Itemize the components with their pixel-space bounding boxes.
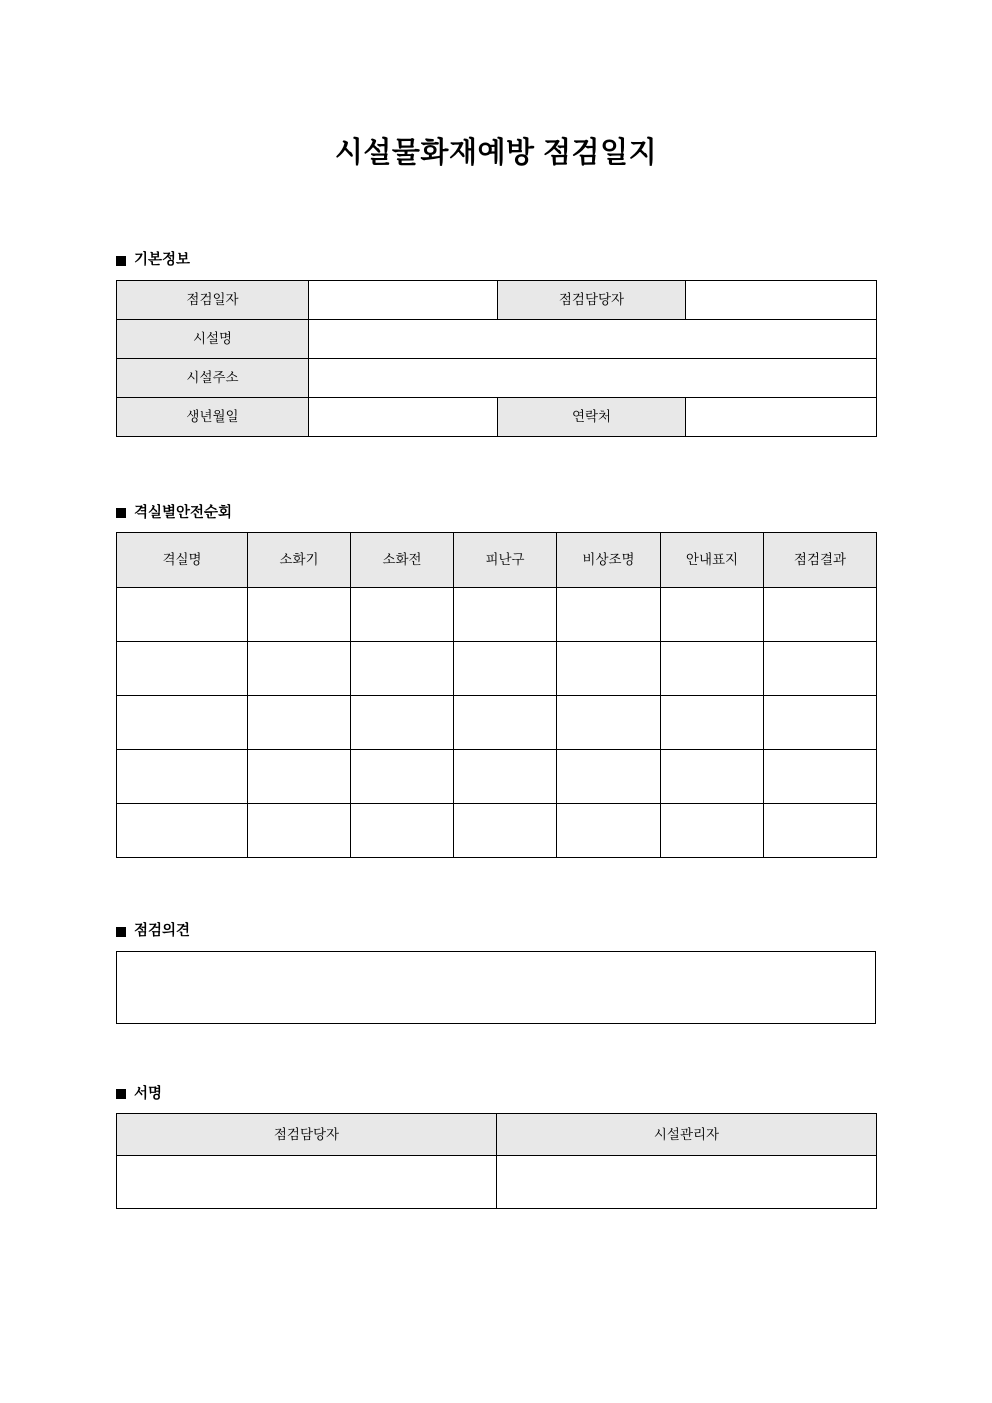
- section-heading-safety-patrol: [116, 506, 876, 521]
- label-facility-name: 시설명: [117, 319, 309, 358]
- spacer: [116, 858, 876, 924]
- label-inspector: 점검담당자: [498, 280, 686, 319]
- spacer: [116, 437, 876, 506]
- cell-fire-extinguisher[interactable]: [248, 750, 351, 804]
- spacer: [116, 1024, 876, 1087]
- cell-compartment-name[interactable]: [117, 750, 248, 804]
- cell-fire-extinguisher[interactable]: [248, 696, 351, 750]
- table-row: [117, 642, 877, 696]
- column-header-compartment-name: 격실명: [117, 533, 248, 588]
- signature-table: [116, 1113, 877, 1209]
- cell-emergency-lighting[interactable]: [557, 588, 661, 642]
- cell-inspection-result[interactable]: [764, 588, 877, 642]
- field-birthdate[interactable]: [309, 397, 498, 436]
- label-inspection-date: 점검일자: [117, 280, 309, 319]
- table-header-row: [117, 533, 877, 588]
- cell-guide-sign[interactable]: [661, 750, 764, 804]
- table-row: [117, 696, 877, 750]
- cell-fire-hydrant[interactable]: [351, 696, 454, 750]
- table-row: [117, 750, 877, 804]
- section-heading-basic-info: [116, 253, 876, 268]
- safety-patrol-table: [116, 532, 877, 858]
- cell-guide-sign[interactable]: [661, 642, 764, 696]
- cell-fire-hydrant[interactable]: [351, 750, 454, 804]
- table-row: [117, 280, 877, 319]
- cell-emergency-lighting[interactable]: [557, 750, 661, 804]
- page-title: 시설물화재예방 점검일지: [334, 137, 658, 169]
- section-inspection-opinion: [116, 924, 876, 1024]
- cell-fire-extinguisher[interactable]: [248, 804, 351, 858]
- table-row: [117, 319, 877, 358]
- field-inspection-date[interactable]: [309, 280, 498, 319]
- cell-compartment-name[interactable]: [117, 642, 248, 696]
- cell-compartment-name[interactable]: [117, 804, 248, 858]
- cell-guide-sign[interactable]: [661, 804, 764, 858]
- column-header-fire-hydrant: 소화전: [351, 533, 454, 588]
- cell-compartment-name[interactable]: [117, 696, 248, 750]
- section-basic-info: [116, 253, 876, 437]
- black-square-bullet-icon: [116, 256, 126, 266]
- cell-guide-sign[interactable]: [661, 696, 764, 750]
- label-contact: 연락처: [498, 397, 686, 436]
- spacer: [116, 171, 876, 253]
- section-heading-label: 격실별안전순회: [134, 504, 233, 521]
- table-row: [117, 588, 877, 642]
- cell-fire-hydrant[interactable]: [351, 588, 454, 642]
- section-heading-label: 서명: [134, 1085, 163, 1102]
- cell-emergency-lighting[interactable]: [557, 804, 661, 858]
- cell-emergency-lighting[interactable]: [557, 642, 661, 696]
- label-facility-address: 시설주소: [117, 358, 309, 397]
- cell-inspection-result[interactable]: [764, 642, 877, 696]
- cell-emergency-exit[interactable]: [454, 696, 557, 750]
- section-heading-label: 점검의견: [134, 923, 191, 940]
- black-square-bullet-icon: [116, 927, 126, 937]
- column-header-fire-extinguisher: 소화기: [248, 533, 351, 588]
- column-header-inspector-signature: 점검담당자: [117, 1114, 497, 1156]
- section-heading-signature: [116, 1087, 876, 1102]
- cell-fire-extinguisher[interactable]: [248, 642, 351, 696]
- basic-info-table: [116, 280, 877, 437]
- table-row: [117, 397, 877, 436]
- inspection-opinion-textarea[interactable]: [116, 951, 876, 1024]
- cell-inspection-result[interactable]: [764, 750, 877, 804]
- cell-inspection-result[interactable]: [764, 696, 877, 750]
- field-contact[interactable]: [686, 397, 877, 436]
- column-header-emergency-exit: 피난구: [454, 533, 557, 588]
- field-facility-name[interactable]: [309, 319, 877, 358]
- field-inspector[interactable]: [686, 280, 877, 319]
- cell-emergency-lighting[interactable]: [557, 696, 661, 750]
- cell-fire-extinguisher[interactable]: [248, 588, 351, 642]
- column-header-facility-manager-signature: 시설관리자: [497, 1114, 877, 1156]
- cell-emergency-exit[interactable]: [454, 642, 557, 696]
- section-heading-label: 기본정보: [134, 252, 191, 269]
- cell-guide-sign[interactable]: [661, 588, 764, 642]
- column-header-emergency-lighting: 비상조명: [557, 533, 661, 588]
- field-facility-address[interactable]: [309, 358, 877, 397]
- section-signature: [116, 1087, 876, 1210]
- table-row: [117, 358, 877, 397]
- field-inspector-signature[interactable]: [117, 1156, 497, 1209]
- cell-emergency-exit[interactable]: [454, 804, 557, 858]
- section-heading-inspection-opinion: [116, 924, 876, 939]
- column-header-guide-sign: 안내표지: [661, 533, 764, 588]
- cell-compartment-name[interactable]: [117, 588, 248, 642]
- table-row: [117, 804, 877, 858]
- black-square-bullet-icon: [116, 1089, 126, 1099]
- cell-emergency-exit[interactable]: [454, 588, 557, 642]
- field-facility-manager-signature[interactable]: [497, 1156, 877, 1209]
- cell-inspection-result[interactable]: [764, 804, 877, 858]
- column-header-inspection-result: 점검결과: [764, 533, 877, 588]
- table-header-row: [117, 1114, 877, 1156]
- label-birthdate: 생년월일: [117, 397, 309, 436]
- section-safety-patrol: [116, 506, 876, 859]
- cell-fire-hydrant[interactable]: [351, 804, 454, 858]
- cell-fire-hydrant[interactable]: [351, 642, 454, 696]
- cell-emergency-exit[interactable]: [454, 750, 557, 804]
- black-square-bullet-icon: [116, 508, 126, 518]
- table-row: [117, 1156, 877, 1209]
